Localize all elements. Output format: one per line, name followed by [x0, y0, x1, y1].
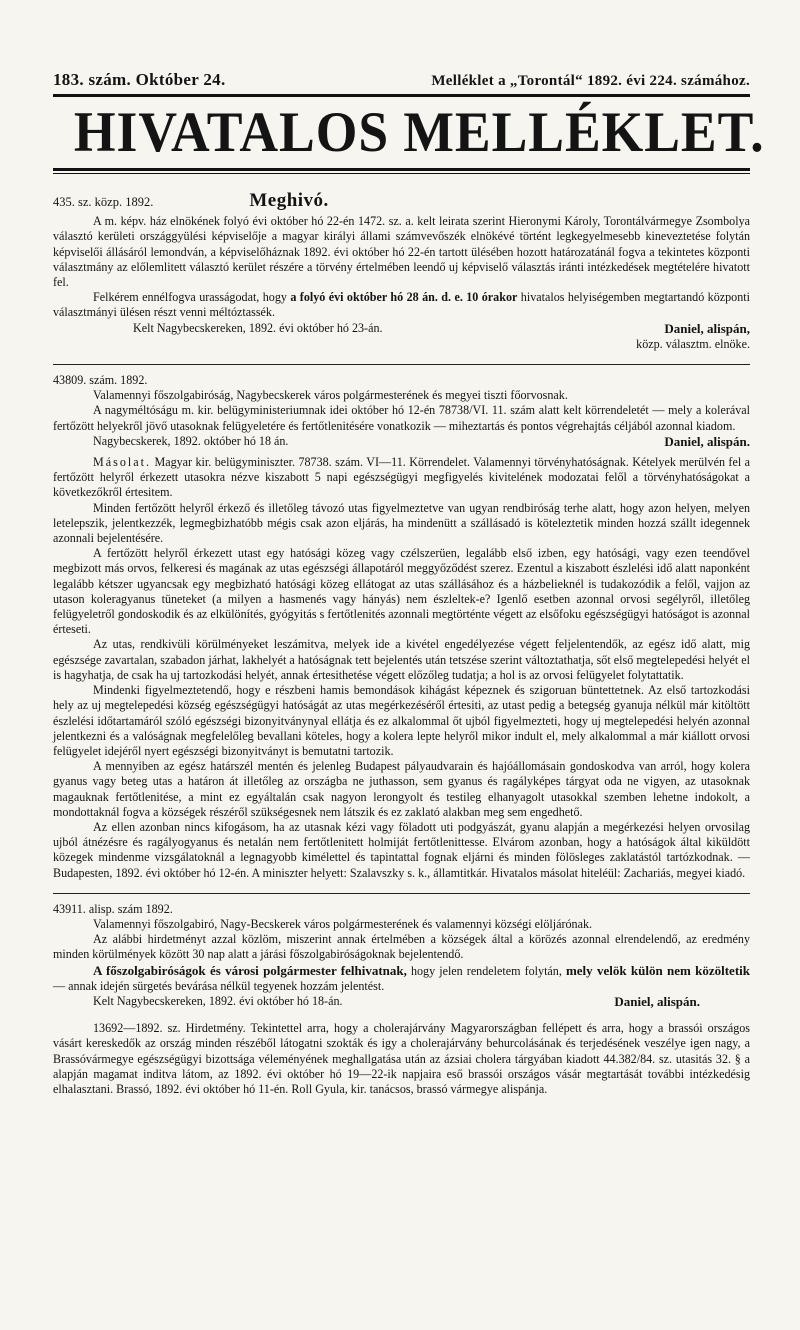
notice-paragraph [53, 455, 750, 501]
notice-paragraph [53, 290, 750, 320]
masthead-rule [53, 168, 750, 174]
signature-name: Daniel, alispán. [664, 433, 750, 449]
issue-info: 183. szám. Október 24. [53, 70, 226, 89]
notice-circular [53, 373, 750, 881]
page-header [53, 0, 750, 90]
signature-row [53, 321, 750, 352]
header-rule [53, 94, 750, 97]
signature-role: közp. választm. elnöke. [636, 336, 750, 351]
notice-paragraph: Minden fertőzött helyről érkező és illetőleg távozó utas figyelmeztetve van ugyan rendbiróság terhe alatt, hogy azon helyen, melyen letelepszik, jelentkezzék, legmegbizhatóbb mégis csak azon eljárás, ha mindenütt a szállásadó is köteleztetik minden hozzá szállt idegennek azonnali bejelentésére. [53, 500, 750, 546]
notice-paragraph: Az alábbi hirdetményt azzal közlöm, miszerint annak értelmében a községek által a körözés azonnal elrendelendő, az eredmény minden körülmények között 30 nap alatt a járási főszolgabiróságoknak bejelentendő. [53, 932, 750, 962]
signature-row [53, 994, 750, 1009]
bold-text-run: A főszolgabiróságok és városi polgármester felhivatnak, [93, 962, 407, 978]
supplement-info: Melléklet a „Torontál“ 1892. évi 224. számához. [431, 73, 750, 89]
notice-paragraph: A nagyméltóságu m. kir. belügyministeriumnak idei október hó 12-én 78738/VI. 11. szám alatt kelt körrendeletét — mely a kolerával fertőzött helyekről jövő utasoknak felügyeletére és fertőtlenitésére vonatkozik — miheztartás és pontos végrehajtás céljából azonnal kiadom. [53, 403, 750, 433]
signature-row [53, 434, 750, 449]
notice-paragraph: A fertőzött helyről érkezett utast egy hatósági közeg vagy czélszerüen, legalább első izben, egy hatósági, vagy ezen teendővel megbizott más orvos, felkeresi és magának az utas egészségi állapotáról meggyőződést szerez. Ezentul a kiszabott észlelési idő alatt naponként legalább kétszer ugyancsak egy megbizható hatósági közeg ellátogat az utas szállásához és a házbelieknél is tudakozódik a felől, vajjon az utason koleragyanus tüneteket (a milyen a hasmenés vagy hányás) nem észleltek-e? Igenlő esetben azonnal orvosi segélyről, illetőleg felügyeletről gondoskodik és az elkülönítés, gyógyitás s fertőtlenités azonnali megtörténte végett az elsőfoku egészségügyi hatóságot is azonnal érteseti. [53, 546, 750, 637]
notice-number: 435. sz. közp. 1892. [53, 195, 154, 209]
notice-meghivo [53, 190, 750, 352]
notice-addressee: Valamennyi főszolgabiró, Nagy-Becskerek város polgármesterének és valamennyi községi elöljárónak. [93, 916, 593, 931]
notice-number: 43911. alisp. szám 1892. [53, 901, 173, 916]
text-run: hivatalos helyiségemben megtartandó központi választmányi ülésen részt venni méltóztassék. [53, 290, 750, 320]
notice-paragraph [53, 963, 750, 994]
text-run: Magyar kir. belügyminiszter. 78738. szám. VI—11. Körrendelet. Valamennyi törvényhatóságnak. Kételyek merülvén fel a fertőzött helyről érkezett utasokra nézve kiszabott 5 napi egészségügyi megfigyelés kivitelének modozatai felől a törvényhatóságokat a következőkről értesitem. [53, 455, 750, 500]
text-run: hogy jelen rendeletem folytán, [410, 963, 562, 978]
dated-line: Kelt Nagybecskereken, 1892. évi október hó 23-án. [133, 320, 383, 335]
text-run: Felkérem ennélfogva urasságodat, hogy [93, 290, 287, 305]
signature-block [636, 321, 750, 352]
signature-name: Daniel, alispán, [664, 320, 750, 336]
dated-line: Nagybecskerek, 1892. október hó 18 án. [93, 433, 289, 448]
notice-paragraph: A m. képv. ház elnökének folyó évi október hó 22-én 1472. sz. a. kelt leirata szerint Hieronymi Károly, Torontálvármegye Zsombolya választó kerületi országgyülési képviselője a magyar királyi állami számvevőszék elnökévé történt legkegyelmesebb kineveztetése folytán képviselői állásáról lemondván, a képviselőháznak 1892. évi október hó 22-én tartott ülésében hozott határozatánál fogva a tekintetes központi választmány az előlemlitett választó kerület részére a törvény értelmében leendő uj képviselő választás iránti intézkedések megtételére hivatott fel. [53, 214, 750, 290]
notice-addressee: Valamennyi főszolgabiróság, Nagybecskerek város polgármesterének és megyei tiszti főorvosnak. [93, 388, 568, 403]
bold-text-run: mely velök külön nem közöltetik [565, 962, 750, 978]
bold-text-run: a folyó évi október hó 28 án. d. e. 10 órakor [290, 290, 518, 305]
notice-paragraph: 13692—1892. sz. Hirdetmény. Tekintettel arra, hogy a cholerajárvány Magyarországban fellépett és arra, hogy a brassói országos vásárt kereskedők az ország minden részéből látogatni szokták és igy a cholerajárvány behurcolásának és terjedésének veszélye igen nagy, a Brassóvármegye egészségügyi bizottsága véleményének meghallgatása után az ázsiai cholera tárgyában kiadott 44.382/84. sz. utasitás 32. § a alapján magamat inditva látom, az 1892. évi október hó 19—22-ik napjaira eső brassói országos vásár megtartását további intézkedésig elhalasztani. Brassó, 1892. évi október hó 11-én. Roll Gyula, kir. tanácsos, brassó vármegye alispánja. [53, 1021, 750, 1096]
masthead-title: HIVATALOS MELLÉKLET. [73, 101, 765, 164]
notice-header [53, 190, 750, 211]
notice-title: Meghivó. [249, 190, 329, 211]
notice-paragraph: Az ellen azonban nincs kifogásom, ha az utasnak kézi vagy föladott uti podgyászát, gyanu alapján a megérkezési helyen orvosilag ujból átnézésre és ragályogyanus és netalán nem fertőtlenitett holmiját fertőtlenittesse. Elvárom azonban, hogy a hatóságok által kiküldött közegek mindenme vizsgálatoknál a legnagyobb kimélettel és tapintattal fognak eljárni és minden fölösleges zaklatástól tartózkodnak. — Budapesten, 1892. évi október hó 12-én. A miniszter helyett: Szalavszky s. k., államtitkár. Hivatalos másolat hiteléül: Zachariás, megyei kiadó. [53, 819, 750, 880]
dated-line: Kelt Nagybecskereken, 1892. évi október hó 18-án. [93, 993, 343, 1008]
notice-number: 43809. szám. 1892. [53, 373, 148, 388]
notice-paragraph: Mindenki figyelmeztetendő, hogy e részbeni hamis bemondások kihágást képeznek és szigoruan büntettetnek. Az első tartozkodási hely az uj megtelepedési község egészségügyi hatóságát az utas megérkezéséről értesiti, az utast pedig a betegség gyanuja nélkül már kitöltött észlelési időtartamáról szóló egészségi bizonyitványnyal ellátja és ez alkalommal őt ujból figyelmezteti, hogy uj megtelepedési helyén azonnal jelentkezni és a valóságnak megfelelőleg bevallani köteles, hogy a kolera lepte helyről mikor indult el, mely alkalommal a már kiállott orvosi felügyelet idejéről nyert egészségi bizonyitványt is bemutatni tartozik. [53, 683, 750, 758]
notice-hirdetmeny [53, 1021, 750, 1097]
section-divider [53, 364, 750, 365]
text-run: — annak idején sürgetés bevárása nélkül tegyenek hozzám jelentést. [53, 978, 385, 993]
notice-circulation-order [53, 902, 750, 1009]
notice-paragraph: A mennyiben az egész határszél mentén és jelenleg Budapest pályaudvarain és hajóállomásain gondoskodva van arról, hogy kolera gyanus vagy beteg utas a határon át illetőleg az országba ne juthasson, sem gyanus és ragályképes tárgyat oda ne vigyen, az utasoknak magauknak fertőtlenitése, a mint ez egyáltalán csak nagyon lerongyolt és testileg elhanyagolt utasokkal szemben lehetne indokolt, a mondottaknál fogva a községek részéről szükségesnek nem látszik és ez zaklató alakban meg sem engedhető. [53, 759, 750, 819]
signature-name: Daniel, alispán. [614, 993, 700, 1009]
notice-paragraph: Az utas, rendkivüli körülményeket leszámitva, melyek ide a kivétel engedélyezése végett feljelentendők, az egész idő alatt, mig egészsége zavartalan, szabadon járhat, lakhelyét a hatóságnak tett bejelentés után tetszése szerint változtathatja, sőt első megtelepedési helyét el is hagyhatja, de csak ha uj tartozkodási helyét, annak értesithetése végett előzőleg tudatja; a hol is az orvosi felügyelet folytattatik. [53, 637, 750, 682]
section-divider [53, 893, 750, 894]
copy-label: Másolat. [93, 455, 151, 470]
